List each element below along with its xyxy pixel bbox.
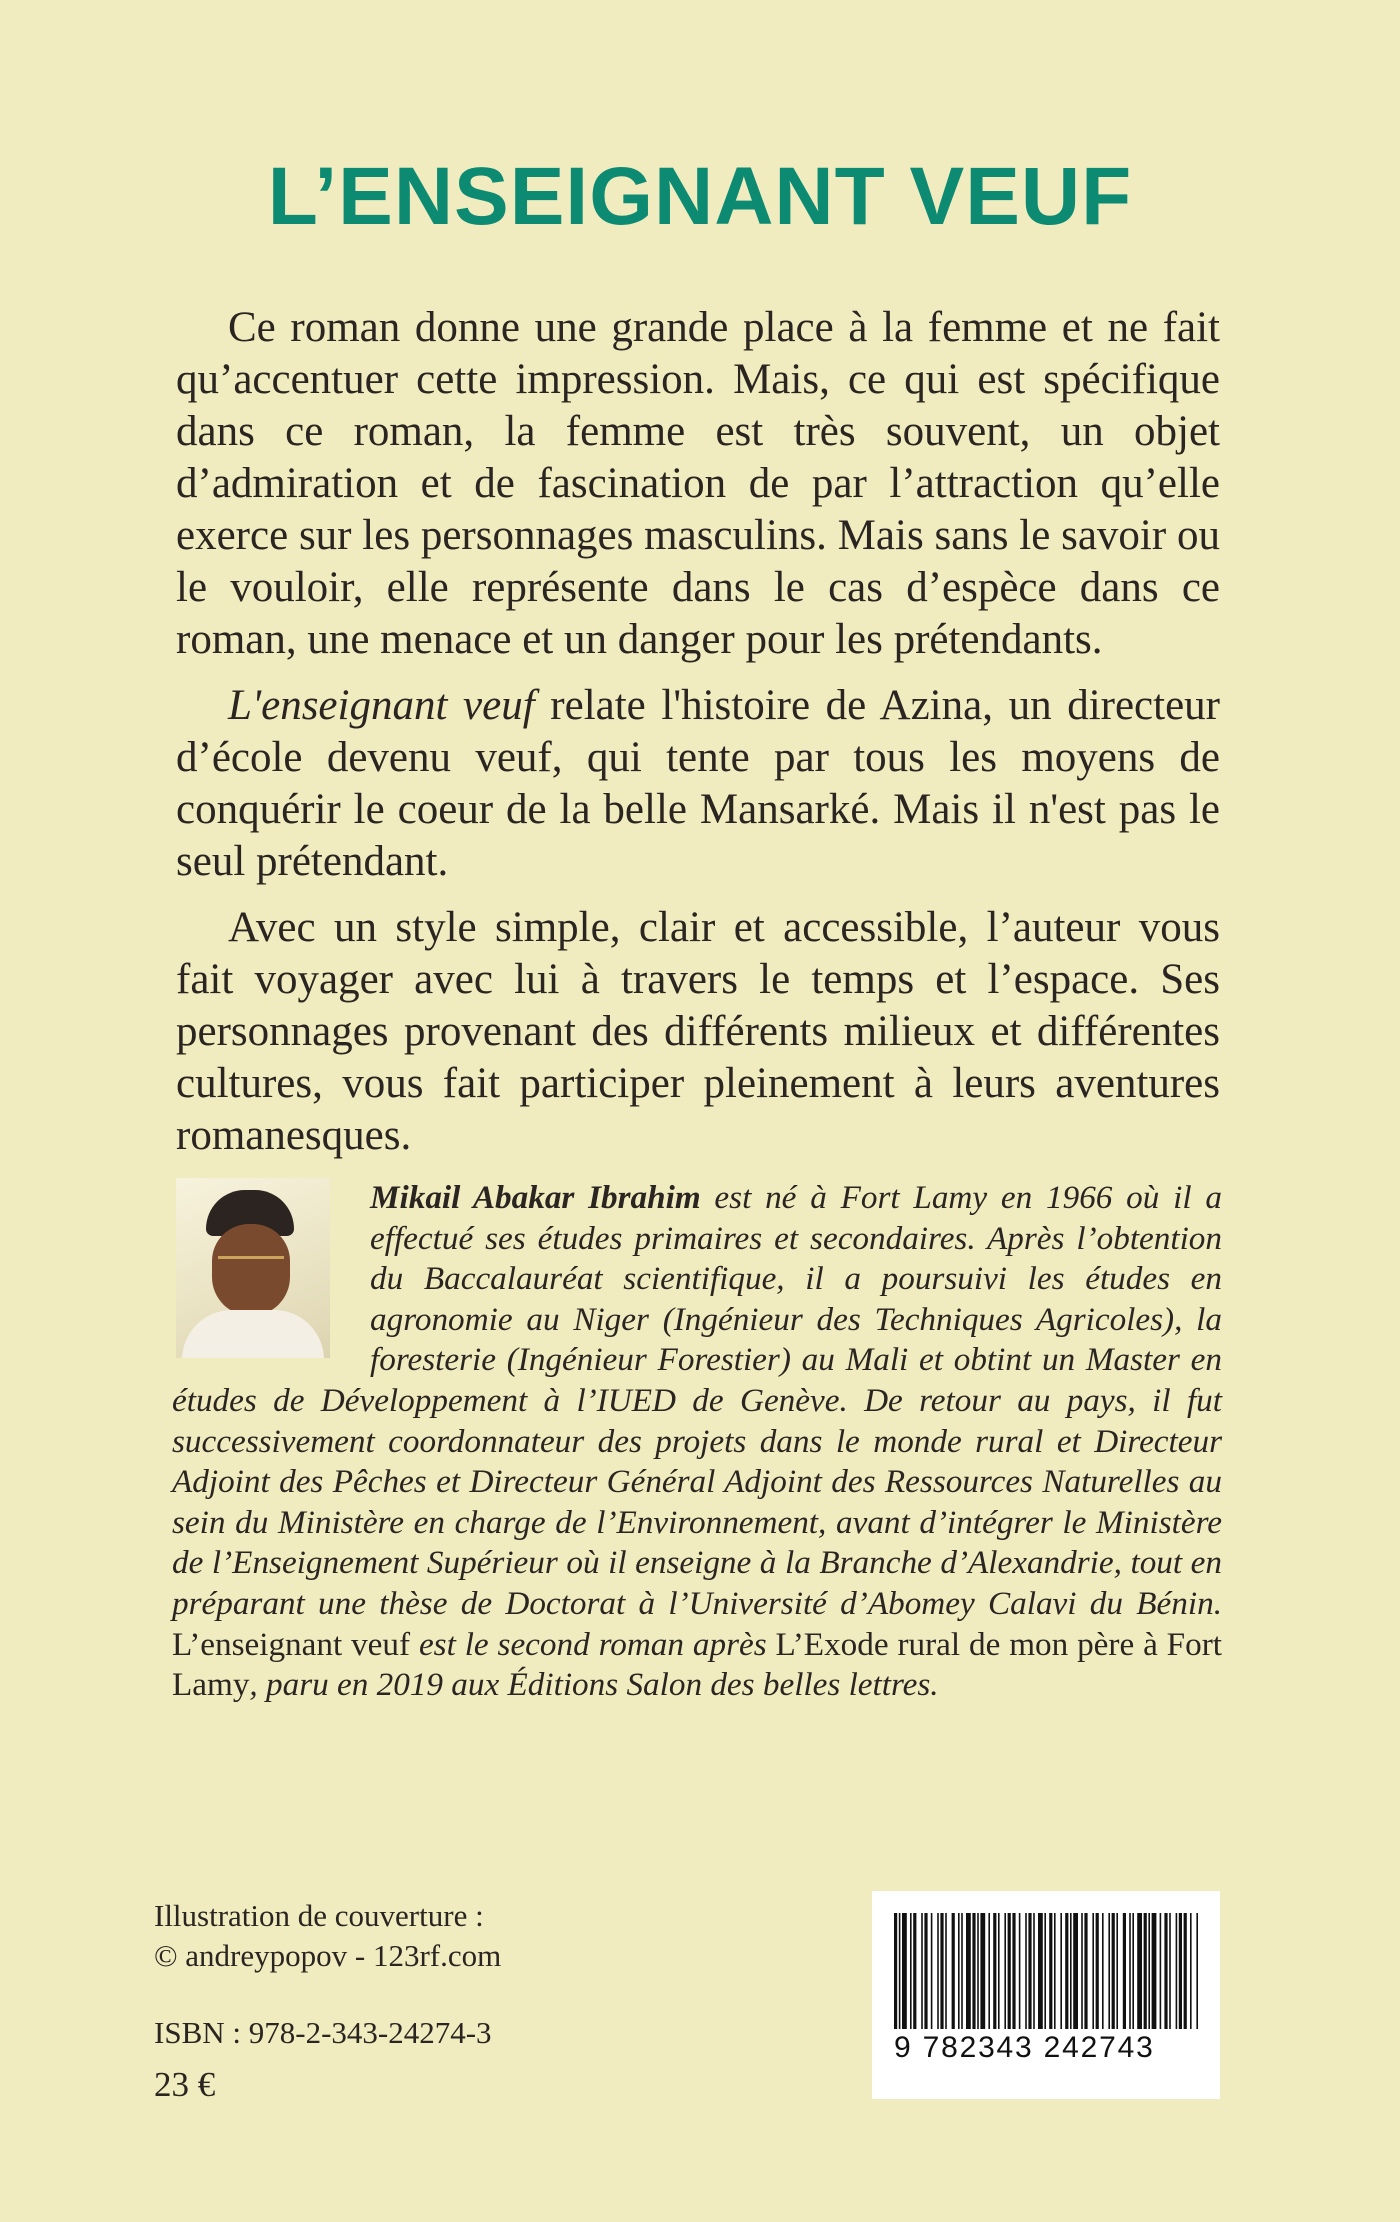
previous-book-title: L’Exode rural de mon père à Fort Lamy [172,1625,1223,1704]
barcode-bar [899,1913,901,2029]
barcode-bar [980,1913,985,2029]
barcode-bar [1028,1913,1031,2029]
barcode-bar [1169,1913,1171,2029]
barcode-bar [1176,1913,1178,2029]
barcode-bar [952,1913,955,2029]
barcode-bar [1160,1913,1162,2029]
barcode-bars [894,1913,1198,2029]
cover-credit [154,1896,501,1976]
barcode-bar [1148,1913,1150,2029]
barcode-bar [1008,1913,1011,2029]
barcode-bar [1038,1913,1043,2029]
summary-paragraph-2 [176,680,1220,888]
barcode-bar [1033,1913,1035,2029]
barcode-bar [1129,1913,1131,2029]
barcode-bar [910,1913,912,2029]
credit-line-2: © andreypopov - 123rf.com [154,1938,502,1973]
barcode-bar [1065,1913,1068,2029]
book-title-ref: L’enseignant veuf [172,1625,411,1663]
summary-paragraph-2-text: relate l'histoire de Azina, un directeur d’école devenu veuf, qui tente par tous les moyens de conquérir le coeur de la belle Mansarké. Mais il n'est pas le seul prétendant. [176,682,1220,885]
barcode [872,1891,1220,2099]
barcode-bar [972,1913,975,2029]
barcode-bar [945,1913,947,2029]
barcode-bar [894,1913,897,2029]
barcode-bar [1084,1913,1087,2029]
author-bio [172,1178,1222,1706]
barcode-bar [1116,1913,1118,2029]
barcode-bar [1123,1913,1126,2029]
barcode-bar [1190,1913,1192,2029]
barcode-bar [1054,1913,1056,2029]
barcode-bar [1073,1913,1078,2029]
author-photo [176,1178,330,1358]
barcode-bar [966,1913,971,2029]
barcode-bar [1092,1913,1094,2029]
barcode-bar [913,1913,916,2029]
barcode-bar [931,1913,933,2029]
barcode-bar [998,1913,1000,2029]
barcode-bar [958,1913,960,2029]
barcode-bar [993,1913,996,2029]
barcode-bar [1108,1913,1110,2029]
credit-line-1: Illustration de couverture : [154,1898,484,1933]
barcode-bar [1070,1913,1072,2029]
barcode-bar [1012,1913,1015,2029]
barcode-bar [1179,1913,1182,2029]
barcode-bar [1019,1913,1021,2029]
barcode-bar [1060,1913,1062,2029]
bio-end: , paru en 2019 aux Éditions Salon des belles lettres. [249,1666,939,1704]
barcode-bar [1081,1913,1083,2029]
price: 23 € [154,2065,216,2104]
barcode-bar [1096,1913,1099,2029]
barcode-bar [1184,1913,1187,2029]
barcode-bar [1049,1913,1052,2029]
barcode-bar [1044,1913,1046,2029]
barcode-bar [961,1913,963,2029]
barcode-bar [1025,1913,1027,2029]
isbn: ISBN : 978-2-343-24274-3 [154,2015,492,2050]
book-title-inline: L'enseignant veuf [228,682,535,729]
barcode-bar [1137,1913,1142,2029]
barcode-digits: 9 782343 242743 [894,2031,1155,2064]
barcode-bar [977,1913,979,2029]
barcode-bar [1004,1913,1006,2029]
barcode-bar [940,1913,943,2029]
barcode-bar [1132,1913,1134,2029]
barcode-bar [1102,1913,1104,2029]
barcode-bar [937,1913,939,2029]
author-name: Mikail Abakar Ibrahim [370,1179,701,1216]
author-bio-text: est né à Fort Lamy en 1966 où il a effectué ses études primaires et secondaires. Après l’obtention du Baccalauréat scientifique, il a poursuivi les études en agronomie au Niger (Ingénieur des Techniques Agricoles), la foresterie (Ingénieur Forestier) au Mali et obtint un Master en études de Développement à l’IUED de Genève. De retour au pays, il fut successivement coordonnateur des projets dans le monde rural et Directeur Adjoint des Pêches et Directeur Général Adjoint des Ressources Naturelles au sein du Ministère en charge de l’Environnement, avant d’intégrer le Ministère de l’Enseignement Supérieur où il enseigne à la Branche d’Alexandrie, tout en préparant une thèse de Doctorat à l’Université d’Abomey Calavi du Bénin. [172,1179,1222,1622]
summary [176,302,1220,1176]
barcode-bar [1196,1913,1198,2029]
summary-paragraph-1: Ce roman donne une grande place à la femme et ne fait qu’accentuer cette impression. Mais, ce qui est spécifique dans ce roman, la femme est très souvent, un objet d’admiration et de fascination de par l’attraction qu’elle exerce sur les personnages masculins. Mais sans le savoir ou le vouloir, elle représente dans le cas d’espèce dans ce roman, une menace et un danger pour les prétendants. [176,304,1220,663]
barcode-bar [924,1913,927,2029]
barcode-bar [1144,1913,1147,2029]
barcode-bar [902,1913,907,2029]
bio-mid: est le second roman après [410,1625,776,1663]
book-title: L’ENSEIGNANT VEUF [267,151,1133,242]
barcode-bar [988,1913,990,2029]
barcode-bar [1152,1913,1157,2029]
barcode-bar [1164,1913,1167,2029]
summary-paragraph-3: Avec un style simple, clair et accessible, l’auteur vous fait voyager avec lui à travers le temps et l’espace. Ses personnages provenant des différents milieux et différentes cultures, vous fait participer pleinement à leurs aventures romanesques. [176,904,1220,1159]
barcode-bar [1112,1913,1115,2029]
barcode-bar [921,1913,923,2029]
